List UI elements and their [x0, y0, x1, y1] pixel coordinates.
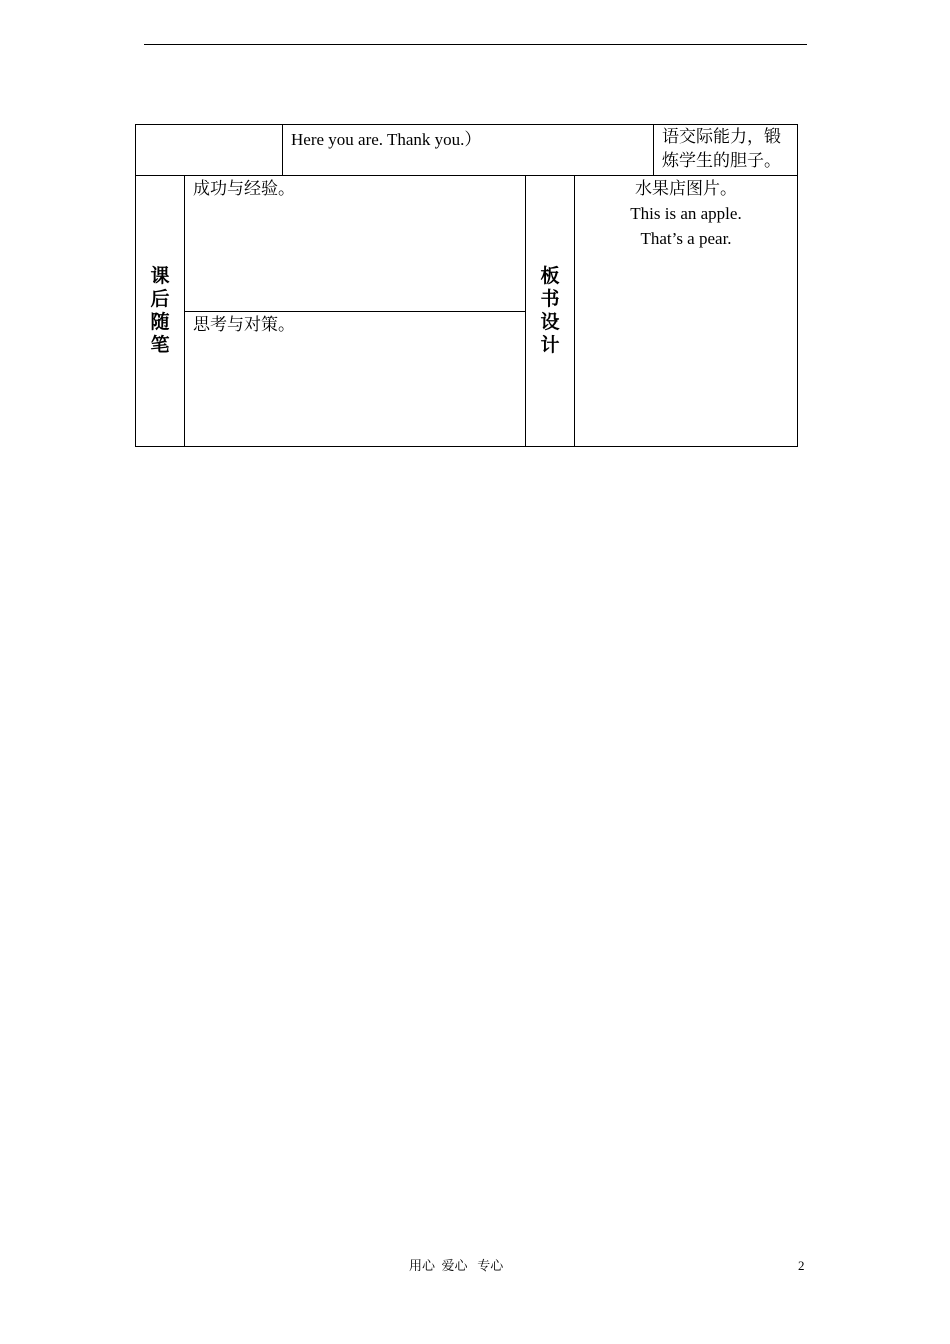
after-class-char-2: 后 [150, 288, 170, 310]
success-experience-cell [184, 175, 526, 312]
page-number: 2 [798, 1258, 805, 1273]
board-design-label [525, 175, 575, 447]
footer-motto: 用心 爱心 专心 [409, 1258, 504, 1273]
header-rule [144, 44, 807, 45]
board-line-2: This is an apple. [630, 204, 742, 223]
purpose-line-2: 炼学生的胆子。 [662, 151, 781, 170]
success-experience-label: 成功与经验。 [193, 179, 295, 198]
dialogue-cell [282, 124, 654, 176]
purpose-cell [653, 124, 798, 176]
after-class-char-3: 随 [150, 311, 170, 333]
board-line-1: 水果店图片。 [635, 179, 737, 198]
after-class-char-1: 课 [150, 265, 170, 287]
board-design-char-4: 计 [540, 334, 560, 356]
board-design-char-3: 设 [540, 311, 560, 333]
board-design-char-2: 书 [540, 288, 560, 310]
board-design-content [574, 175, 798, 447]
board-design-char-1: 板 [540, 265, 560, 287]
reflection-label: 思考与对策。 [193, 315, 295, 334]
after-class-notes-label [135, 175, 185, 447]
reflection-cell [184, 311, 526, 447]
dialogue-text: Here you are. Thank you.） [291, 130, 482, 149]
purpose-line-1: 语交际能力，锻 [662, 127, 781, 146]
board-line-3: That’s a pear. [640, 229, 732, 248]
after-class-char-4: 笔 [150, 334, 170, 356]
top-row-blank-cell [135, 124, 283, 176]
